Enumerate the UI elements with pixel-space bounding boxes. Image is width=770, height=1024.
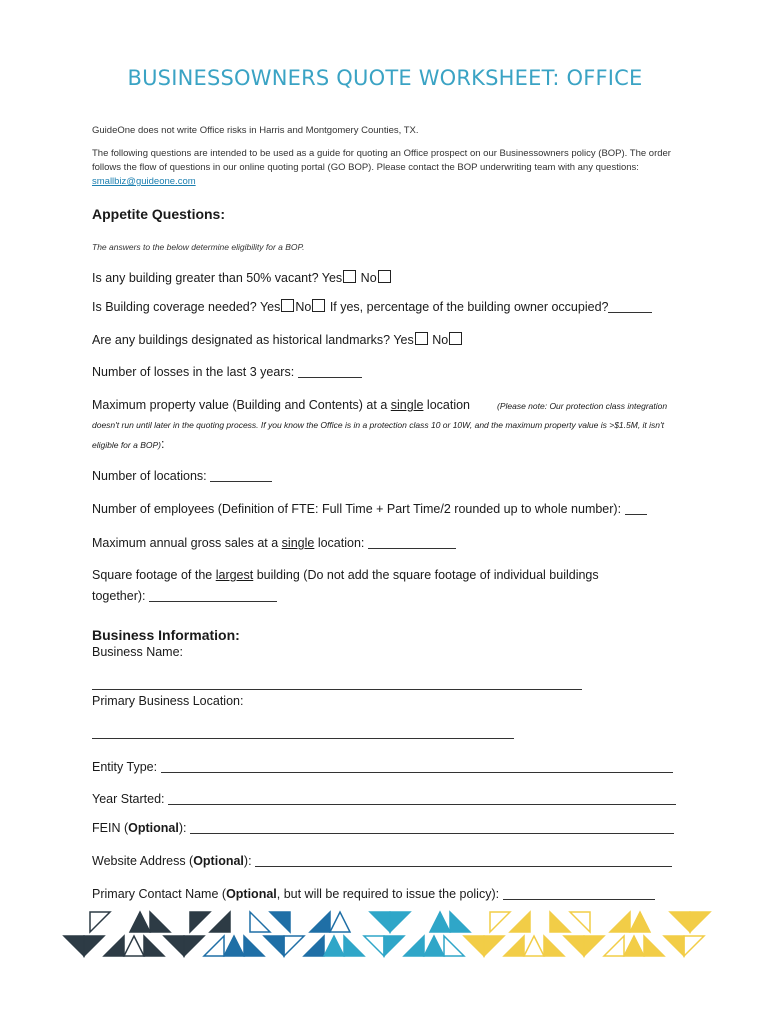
property-value-label: Maximum property value (Building and Contents) at a: [92, 398, 391, 412]
appetite-heading: Appetite Questions:: [92, 206, 226, 222]
decorative-triangle: [190, 912, 210, 932]
question-losses: [92, 365, 362, 379]
year-started-label: Year Started:: [92, 792, 165, 806]
page-title: BUSINESSOWNERS QUOTE WORKSHEET: OFFICE: [127, 66, 643, 90]
vacant-yes-checkbox[interactable]: [343, 270, 356, 283]
decorative-triangle: [444, 936, 464, 956]
decorative-triangle: [424, 936, 444, 956]
single-underlined: single: [390, 398, 424, 412]
decorative-triangle: [90, 912, 110, 932]
vacant-no-checkbox[interactable]: [378, 270, 391, 283]
decorative-triangle: [184, 936, 204, 956]
appetite-subtitle: The answers to the below determine eligibility for a BOP.: [92, 242, 305, 252]
decorative-triangle: [624, 936, 644, 956]
fein-field[interactable]: [190, 821, 674, 834]
entity-type-row: [92, 760, 673, 774]
decorative-triangle: [564, 936, 584, 956]
decorative-triangle: [364, 936, 384, 956]
no-label: No: [295, 300, 312, 314]
location-label: location:: [314, 536, 365, 550]
decorative-triangle: [684, 936, 704, 956]
decorative-triangle: [164, 936, 184, 956]
decorative-triangle: [484, 936, 504, 956]
decorative-triangle: [210, 912, 230, 932]
decorative-triangle: [490, 912, 510, 932]
decorative-triangle: [690, 912, 710, 932]
decorative-triangle: [504, 936, 524, 956]
optional-label: Optional: [128, 821, 179, 835]
entity-type-label: Entity Type:: [92, 760, 158, 774]
intro-paragraph: [92, 147, 692, 189]
employees-field[interactable]: [625, 502, 647, 515]
contact-field[interactable]: [503, 887, 655, 900]
decorative-triangle: [330, 912, 350, 932]
decorative-triangle: [390, 912, 410, 932]
question-vacant-label: Is any building greater than 50% vacant? Yes: [92, 271, 343, 285]
decorative-triangle: [570, 912, 590, 932]
no-label: No: [360, 271, 377, 285]
optional-label: Optional: [226, 887, 277, 901]
location-label: location: [423, 398, 470, 412]
question-historical: [92, 332, 463, 347]
losses-field[interactable]: [298, 365, 362, 378]
intro-text: The following questions are intended to be used as a guide for quoting an Office prospect on our Businessowners policy (BOP). The order follows the flow of questions in our online quoting portal (GO BOP). Please contact the BOP underwriting team with any questions:: [92, 148, 671, 173]
decorative-triangle: [670, 912, 690, 932]
website-row: [92, 854, 672, 868]
coverage-no-checkbox[interactable]: [312, 299, 325, 312]
decorative-triangle: [524, 936, 544, 956]
no-label: No: [432, 333, 449, 347]
locations-field[interactable]: [210, 469, 272, 482]
question-locations: [92, 469, 272, 483]
decorative-triangle: [284, 936, 304, 956]
decorative-triangle: [384, 936, 404, 956]
question-losses-label: Number of losses in the last 3 years:: [92, 365, 295, 379]
single-underlined: single: [281, 536, 315, 550]
triangle-pattern-decoration: [60, 910, 730, 966]
question-gross-sales: [92, 536, 456, 550]
entity-type-field[interactable]: [161, 760, 673, 773]
gross-sales-label: Maximum annual gross sales at a: [92, 536, 282, 550]
question-historical-label: Are any buildings designated as historical landmarks? Yes: [92, 333, 414, 347]
year-started-row: [92, 792, 676, 806]
question-coverage-label: Is Building coverage needed? Yes: [92, 300, 281, 314]
business-name-field[interactable]: [92, 689, 582, 690]
question-vacant: [92, 270, 392, 285]
decorative-triangle: [510, 912, 530, 932]
decorative-triangle: [104, 936, 124, 956]
primary-location-field[interactable]: [92, 738, 514, 739]
decorative-triangle: [310, 912, 330, 932]
decorative-triangle: [250, 912, 270, 932]
decorative-triangle: [130, 912, 150, 932]
decorative-triangle: [450, 912, 470, 932]
fein-label: FEIN (: [92, 821, 129, 835]
decorative-triangle: [370, 912, 390, 932]
historical-yes-checkbox[interactable]: [415, 332, 428, 345]
gross-sales-field[interactable]: [368, 536, 456, 549]
contact-label: Primary Contact Name (: [92, 887, 227, 901]
decorative-triangle: [544, 936, 564, 956]
decorative-triangle: [584, 936, 604, 956]
employees-label: Number of employees (Definition of FTE: Full Time + Part Time/2 rounded up to whole number):: [92, 502, 622, 516]
square-footage-label-cont: building (Do not add the square footage of individual buildings: [253, 568, 599, 582]
decorative-triangle: [644, 936, 664, 956]
decorative-triangle: [324, 936, 344, 956]
fein-row: [92, 821, 674, 835]
decorative-triangle: [304, 936, 324, 956]
contact-row: [92, 887, 655, 901]
decorative-triangle: [404, 936, 424, 956]
square-footage-field[interactable]: [149, 589, 277, 602]
locations-label: Number of locations:: [92, 469, 207, 483]
colon: :: [160, 437, 165, 451]
protection-class-note: (Please note: Our protection class integration doesn't run until later in the quoting process. If you know the Office is in a protection class 10 or 10W, and the maximum property value is >$1.5M, it isn't eligible for a BOP): [92, 401, 668, 450]
decorative-triangle: [64, 936, 84, 956]
decorative-triangle: [464, 936, 484, 956]
question-square-footage: [92, 568, 599, 582]
owner-occupied-label: If yes, percentage of the building owner occupied?: [329, 300, 609, 314]
contact-label-end: , but will be required to issue the policy):: [276, 887, 500, 901]
property-value-note: [92, 397, 692, 455]
fein-label-end: ):: [178, 821, 187, 835]
website-field[interactable]: [255, 854, 672, 867]
optional-label: Optional: [193, 854, 244, 868]
decorative-triangle: [144, 936, 164, 956]
historical-no-checkbox[interactable]: [449, 332, 462, 345]
square-footage-line2: [92, 589, 277, 603]
square-footage-label: Square footage of the: [92, 568, 216, 582]
decorative-triangle: [550, 912, 570, 932]
question-employees: [92, 502, 647, 516]
decorative-triangle: [604, 936, 624, 956]
decorative-triangle: [224, 936, 244, 956]
decorative-triangle: [204, 936, 224, 956]
primary-location-label: Primary Business Location:: [92, 694, 244, 708]
business-name-label: Business Name:: [92, 645, 184, 659]
decorative-triangle: [124, 936, 144, 956]
largest-underlined: largest: [215, 568, 254, 582]
together-label: together):: [92, 589, 146, 603]
email-link[interactable]: smallbiz@guideone.com: [92, 176, 196, 187]
owner-occupied-field[interactable]: [608, 300, 652, 313]
decorative-triangle: [430, 912, 450, 932]
decorative-triangle: [344, 936, 364, 956]
decorative-triangle: [630, 912, 650, 932]
website-label-end: ):: [243, 854, 252, 868]
decorative-triangle: [150, 912, 170, 932]
decorative-triangle: [664, 936, 684, 956]
decorative-triangle: [270, 912, 290, 932]
decorative-triangle: [610, 912, 630, 932]
decorative-triangle: [84, 936, 104, 956]
intro-notice: GuideOne does not write Office risks in Harris and Montgomery Counties, TX.: [92, 125, 419, 136]
business-heading: Business Information:: [92, 627, 240, 643]
website-label: Website Address (: [92, 854, 194, 868]
year-started-field[interactable]: [168, 792, 676, 805]
decorative-triangle: [264, 936, 284, 956]
decorative-triangle: [244, 936, 264, 956]
question-building-coverage: [92, 299, 652, 314]
coverage-yes-checkbox[interactable]: [281, 299, 294, 312]
